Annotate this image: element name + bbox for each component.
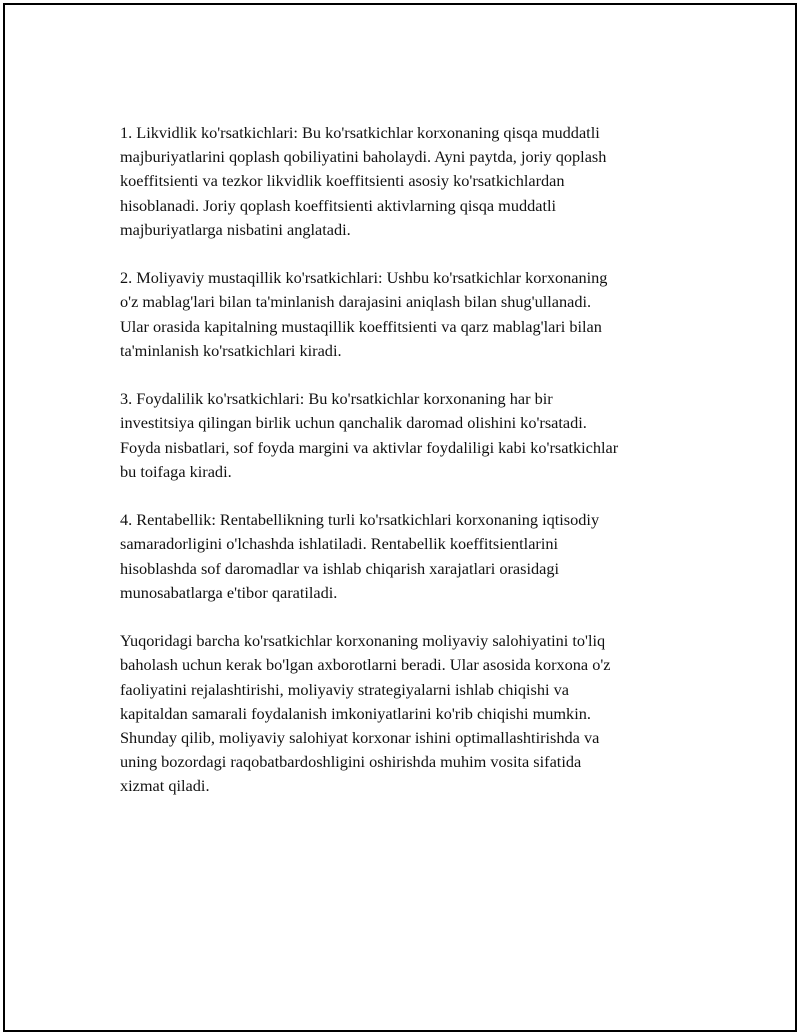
text-line: 2. Moliyaviy mustaqillik ko'rsatkichlari: Ushbu ko'rsatkichlar korxonaning — [120, 268, 608, 288]
text-line: munosabatlarga e'tibor qaratiladi. — [120, 582, 338, 602]
text-line: koeffitsienti va tezkor likvidlik koeffitsienti asosiy ko'rsatkichlardan — [120, 171, 565, 191]
text-line: bu toifaga kiradi. — [120, 461, 232, 481]
paragraph-profitability — [120, 387, 705, 484]
text-line: 4. Rentabellik: Rentabellikning turli ko'rsatkichlari korxonaning iqtisodiy — [120, 510, 600, 530]
text-line: ta'minlanish ko'rsatkichlari kiradi. — [120, 340, 342, 360]
paragraph-rentability — [120, 508, 705, 605]
paragraph-conclusion — [120, 629, 705, 798]
text-line: samaradorligini o'lchashda ishlatiladi. Rentabellik koeffitsientlarini — [120, 534, 559, 554]
text-line: majburiyatlarini qoplash qobiliyatini baholaydi. Ayni paytda, joriy qoplash — [120, 147, 607, 167]
text-line: Foyda nisbatlari, sof foyda margini va aktivlar foydaliligi kabi ko'rsatkichlar — [120, 437, 619, 457]
text-line: Ular orasida kapitalning mustaqillik koeffitsienti va qarz mablag'lari bilan — [120, 316, 602, 336]
text-line: kapitaldan samarali foydalanish imkoniyatlarini ko'rib chiqishi mumkin. — [120, 703, 591, 723]
text-line: majburiyatlarga nisbatini anglatadi. — [120, 219, 351, 239]
document-body — [120, 121, 705, 823]
text-line: uning bozordagi raqobatbardoshligini oshirishda muhim vosita sifatida — [120, 752, 582, 772]
text-line: xizmat qiladi. — [120, 776, 210, 796]
text-line: Yuqoridagi barcha ko'rsatkichlar korxonaning moliyaviy salohiyatini to'liq — [120, 631, 606, 651]
text-line: 1. Likvidlik ko'rsatkichlari: Bu ko'rsatkichlar korxonaning qisqa muddatli — [120, 123, 600, 142]
text-line: faoliyatini rejalashtirishi, moliyaviy strategiyalarni ishlab chiqishi va — [120, 679, 569, 699]
text-line: baholash uchun kerak bo'lgan axborotlarni beradi. Ular asosida korxona o'z — [120, 655, 611, 675]
paragraph-liquidity — [120, 121, 705, 242]
text-line: hisoblashda sof daromadlar va ishlab chiqarish xarajatlari orasidagi — [120, 558, 559, 578]
text-line: Shunday qilib, moliyaviy salohiyat korxonar ishini optimallashtirishda va — [120, 728, 600, 748]
paragraph-financial-independence — [120, 266, 705, 363]
text-line: hisoblanadi. Joriy qoplash koeffitsienti aktivlarning qisqa muddatli — [120, 195, 557, 215]
document-page — [3, 3, 797, 1032]
text-line: o'z mablag'lari bilan ta'minlanish darajasini aniqlash bilan shug'ullanadi. — [120, 292, 592, 312]
text-line: 3. Foydalilik ko'rsatkichlari: Bu ko'rsatkichlar korxonaning har bir — [120, 389, 553, 409]
text-line: investitsiya qilingan birlik uchun qanchalik daromad olishini ko'rsatadi. — [120, 413, 587, 433]
